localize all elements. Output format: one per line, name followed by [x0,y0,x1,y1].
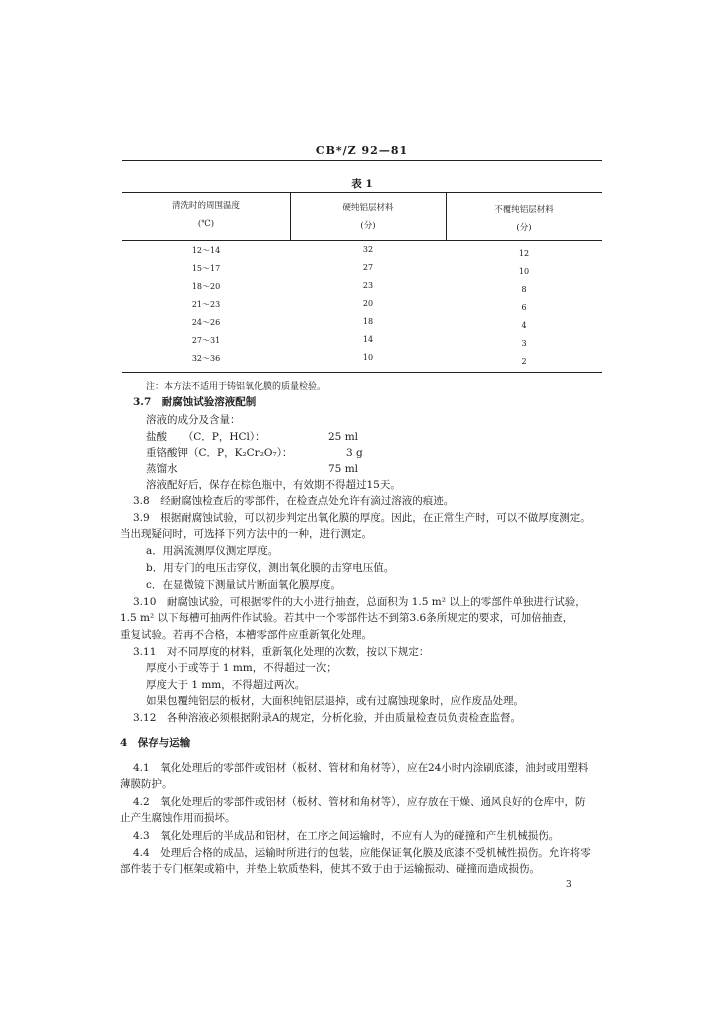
section-4-1-line1: 4.1 氧化处理后的零部件或铝材（板材、管材和角材等），应在24小时内涂刷底漆，油封或用塑料 [133,762,589,774]
composition-label: 溶液的成分及含量： [146,414,241,426]
section-3-10-line3: 重复试验。若再不合格，本槽零部件应重新氧化处理。 [120,629,372,641]
table-row: 24～26 18 4 [191,317,527,330]
standard-code: CB*/Z 92—81 [315,144,409,157]
section-4-2-line2: 止产生腐蚀作用而损坏。 [120,812,236,824]
section-4-2-line1: 4.2 氧化处理后的零部件或铝材（板材、管材和角材等），应存放在干燥、通风良好的仓库中，防 [133,796,586,808]
table-header-border [122,240,602,241]
section-3-10-line2: 1.5 m² 以下每槽可抽两件作试验。若其中一个零部件达不到第3.6条所规定的要求，可加倍抽查， [120,612,574,624]
table-top-border [122,192,602,193]
reagent-name: 蒸馏水 [146,463,178,475]
column-header-temperature: 清洗时的周围温度 (℃) [171,201,240,229]
storage-instruction: 溶液配好后，保存在棕色瓶中，有效期不得超过15天。 [146,479,401,491]
reagent-amount: 75 ml [328,463,359,475]
reagent-amount: 3 g [346,447,363,459]
thickness-rule: 厚度小于或等于 1 mm，不得超过一次； [146,662,337,674]
thickness-rule: 厚度大于 1 mm，不得超过两次。 [146,679,306,691]
section-3-9-line2: 当出现疑问时，可选择下列方法中的一种，进行测定。 [120,528,372,540]
method-option: c．在显微镜下测量试片断面氧化膜厚度。 [146,579,341,591]
table-row: 21～23 20 6 [191,299,527,312]
table-row: 12～14 32 12 [191,245,530,258]
section-4-4-line1: 4.4 处理后合格的成品，运输时所进行的包装，应能保证氧化膜及底漆不受机械性损伤。允许将零 [133,847,591,859]
section-3-9-line1: 3.9 根据耐腐蚀试验，可以初步判定出氧化膜的厚度。因此，在正常生产时，可以不做厚度测定。 [133,512,591,524]
section-4-1-line2: 薄膜防护。 [120,778,173,790]
section-3-11-heading: 3.11 对不同厚度的材料，重新氧化处理的次数，按以下规定： [133,646,430,658]
table-row: 32～36 10 2 [191,353,527,366]
column-header-clad: 硬纯铝层材料 (分) [342,203,394,231]
section-4-3: 4.3 氧化处理后的半成品和铝材，在工序之间运输时，不应有人为的碰撞和产生机械损伤。 [133,830,560,842]
section-3-10-line1: 3.10 耐腐蚀试验，可根据零件的大小进行抽查，总面积为 1.5 m² 以上的零部件单独进行试验， [133,596,586,608]
section-4-4-line2: 部件装于专门框架或箱中，并垫上软质垫料，使其不致于由于运输振动、碰撞而造成损伤。 [120,863,540,875]
method-option: a．用涡流测厚仪测定厚度。 [146,545,279,557]
section-3-8: 3.8 经耐腐蚀检查后的零部件，在检查点处允许有滴过溶液的痕迹。 [133,495,455,507]
table-row: 27～31 14 3 [191,335,527,348]
header-rule [122,160,602,161]
section-3-12: 3.12 各种溶液必须根据附录A的规定，分析化验，并由质量检查员负责检查监督。 [133,712,521,724]
table-row: 18～20 23 8 [191,281,527,294]
table-title: 表 1 [351,178,373,190]
table-row: 15～17 27 10 [191,263,530,276]
page-number: 3 [566,880,572,890]
section-4-heading: 4 保存与运输 [120,737,191,749]
reject-note: 如果包覆纯铝层的板材，大面积纯铝层退掉，或有过腐蚀现象时，应作废品处理。 [146,695,524,707]
reagent-name: 重铬酸钾（C．P，K₂Cr₂O₇）： [146,447,293,459]
table-note: 注：本方法不适用于铸铝氧化膜的质量检验。 [146,382,327,392]
column-header-unclad: 不覆纯铝层材料 (分) [494,205,554,233]
reagent-name: 盐酸 （C．P，HCl）： [146,431,266,443]
section-3-7-heading: 3.7 耐腐蚀试验溶液配制 [133,396,257,408]
method-option: b．用专门的电压击穿仪，测出氧化膜的击穿电压值。 [146,562,395,574]
reagent-amount: 25 ml [328,431,359,443]
table-bottom-border [122,372,602,373]
